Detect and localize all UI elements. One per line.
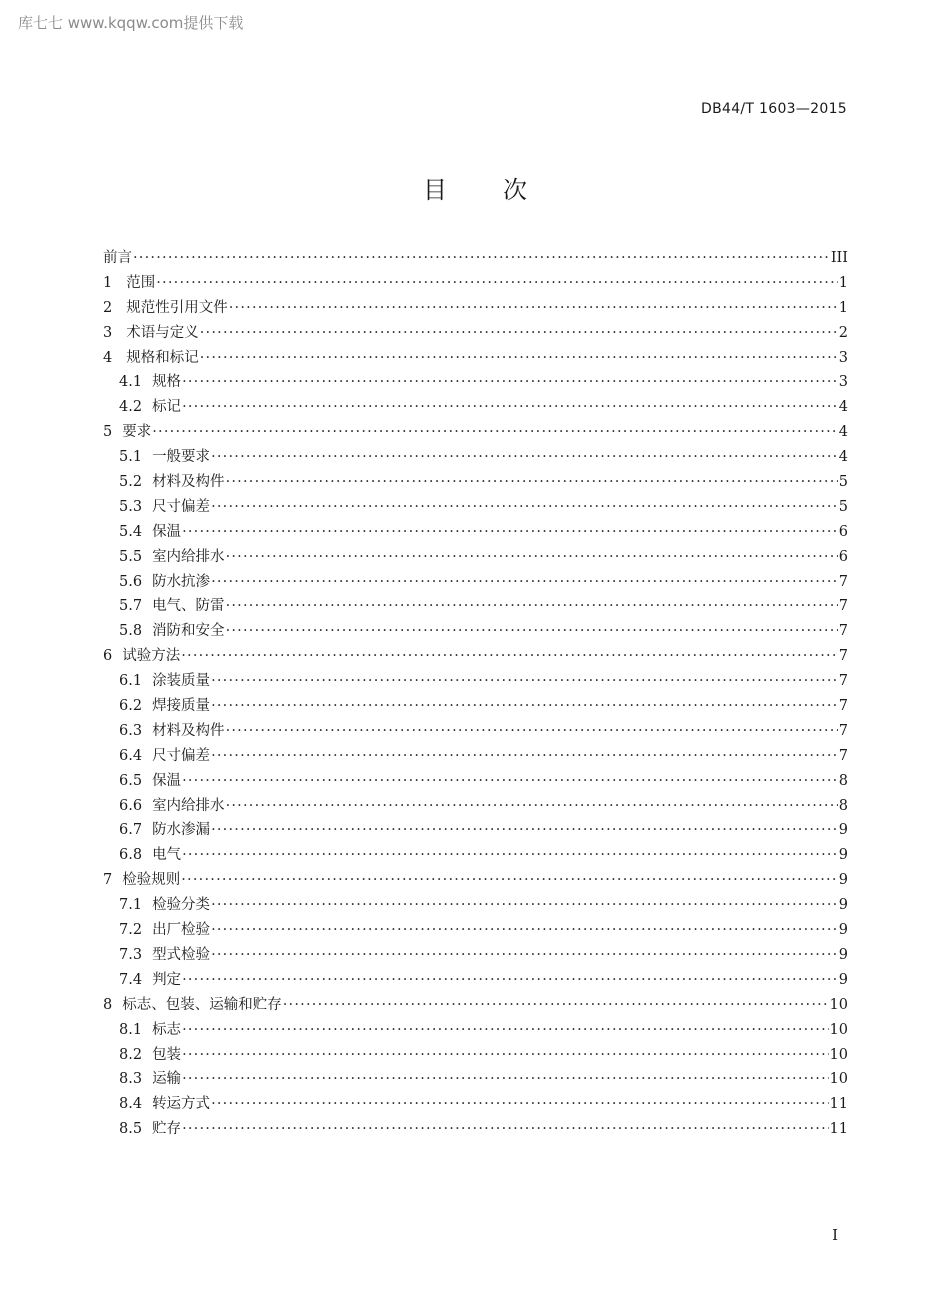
toc-entry-label: 消防和安全 xyxy=(152,623,225,640)
toc-entry-label: 尺寸偏差 xyxy=(152,498,211,515)
toc-entry[interactable] xyxy=(103,1067,848,1092)
toc-entry-number: 5.3 xyxy=(119,498,143,515)
toc-entry-label: 术语与定义 xyxy=(126,324,199,341)
toc-entry-page: 8 xyxy=(838,797,848,814)
toc-entry-label: 防水渗漏 xyxy=(152,822,211,839)
toc-entry-label: 包装 xyxy=(152,1046,182,1063)
toc-entry-page: 4 xyxy=(838,424,848,441)
toc-entry-page: 10 xyxy=(829,1071,848,1088)
toc-entry-number: 1 xyxy=(103,274,113,291)
toc-entry-label: 焊接质量 xyxy=(152,698,211,715)
toc-dot-leader xyxy=(182,1043,828,1068)
toc-dot-leader xyxy=(182,395,838,420)
document-code: DB44/T 1603—2015 xyxy=(701,101,847,117)
toc-entry-page: 1 xyxy=(838,299,848,316)
toc-entry-number: 7.1 xyxy=(119,897,143,914)
toc-entry-number: 6.5 xyxy=(119,772,143,789)
toc-entry-page: 8 xyxy=(838,772,848,789)
toc-dot-leader xyxy=(283,993,829,1018)
toc-entry-number: 8 xyxy=(103,996,113,1013)
toc-entry[interactable] xyxy=(103,868,848,893)
toc-entry[interactable] xyxy=(103,1092,848,1117)
toc-entry-number: 4.2 xyxy=(119,399,143,416)
toc-entry-number: 5.8 xyxy=(119,623,143,640)
toc-entry-page: 10 xyxy=(829,996,848,1013)
toc-entry-label: 转运方式 xyxy=(152,1096,211,1113)
toc-entry-label: 要求 xyxy=(122,424,152,441)
toc-entry-number: 7.4 xyxy=(119,971,143,988)
toc-dot-leader xyxy=(182,520,838,545)
toc-entry-label: 试验方法 xyxy=(122,648,181,665)
toc-entry-number: 8.2 xyxy=(119,1046,143,1063)
toc-entry-page: 7 xyxy=(838,673,848,690)
toc-entry-label: 前言 xyxy=(103,250,132,266)
toc-entry[interactable] xyxy=(103,794,848,819)
toc-dot-leader xyxy=(182,1117,828,1142)
toc-dot-leader xyxy=(226,719,838,744)
toc-dot-leader xyxy=(182,1067,828,1092)
toc-dot-leader xyxy=(181,644,838,669)
toc-entry-number: 5.7 xyxy=(119,598,143,615)
toc-entry-label: 室内给排水 xyxy=(152,548,225,565)
toc-entry-label: 出厂检验 xyxy=(152,922,211,939)
toc-entry[interactable] xyxy=(103,495,848,520)
watermark-text: 库七七 www.kqqw.com提供下载 xyxy=(18,14,244,32)
toc-entry-number: 8.5 xyxy=(119,1121,143,1138)
toc-entry-number: 5.1 xyxy=(119,449,143,466)
toc-entry-number: 5 xyxy=(103,424,113,441)
page-title xyxy=(0,170,950,205)
toc-entry-page: 3 xyxy=(838,349,848,366)
toc-dot-leader xyxy=(211,744,838,769)
toc-entry-label: 材料及构件 xyxy=(152,474,225,491)
toc-dot-leader xyxy=(211,495,838,520)
toc-entry-label: 防水抗渗 xyxy=(152,573,211,590)
toc-entry-label: 运输 xyxy=(152,1071,182,1088)
toc-entry-label: 电气、防雷 xyxy=(152,598,225,615)
toc-entry-number: 4.1 xyxy=(119,374,143,391)
table-of-contents xyxy=(103,246,848,1142)
toc-entry[interactable] xyxy=(103,470,848,495)
toc-dot-leader xyxy=(211,918,838,943)
toc-entry-number: 6.3 xyxy=(119,722,143,739)
toc-entry-number: 5.5 xyxy=(119,548,143,565)
toc-dot-leader xyxy=(211,445,838,470)
toc-entry-number: 7 xyxy=(103,872,113,889)
toc-dot-leader xyxy=(211,669,838,694)
toc-entry[interactable] xyxy=(103,271,848,296)
toc-entry-page: 9 xyxy=(838,946,848,963)
toc-dot-leader xyxy=(226,470,838,495)
toc-entry-number: 6.2 xyxy=(119,698,143,715)
toc-entry-page: 7 xyxy=(838,698,848,715)
toc-entry[interactable] xyxy=(103,1117,848,1142)
toc-entry-number: 6.1 xyxy=(119,673,143,690)
toc-entry-number: 8.4 xyxy=(119,1096,143,1113)
toc-entry-number: 6.8 xyxy=(119,847,143,864)
toc-dot-leader xyxy=(211,570,838,595)
toc-entry-label: 涂装质量 xyxy=(152,673,211,690)
toc-entry-label: 型式检验 xyxy=(152,946,211,963)
toc-dot-leader xyxy=(182,370,838,395)
toc-entry-label: 材料及构件 xyxy=(152,722,225,739)
toc-entry-page: 7 xyxy=(838,648,848,665)
toc-entry-page: 7 xyxy=(838,598,848,615)
toc-entry-label: 标记 xyxy=(152,399,182,416)
toc-entry-page: 10 xyxy=(829,1046,848,1063)
toc-dot-leader xyxy=(211,893,838,918)
toc-entry-label: 标志 xyxy=(152,1021,182,1038)
toc-entry[interactable] xyxy=(103,843,848,868)
toc-entry-label: 范围 xyxy=(126,274,156,291)
toc-entry-page: 7 xyxy=(838,722,848,739)
toc-entry[interactable] xyxy=(103,570,848,595)
toc-entry-page: 5 xyxy=(838,498,848,515)
toc-entry-page: 9 xyxy=(838,897,848,914)
toc-entry-label: 标志、包装、运输和贮存 xyxy=(122,996,282,1013)
toc-entry-number: 4 xyxy=(103,349,113,366)
toc-dot-leader xyxy=(182,843,838,868)
toc-entry-label: 尺寸偏差 xyxy=(152,747,211,764)
page-number: I xyxy=(832,1226,838,1244)
toc-entry-label: 贮存 xyxy=(152,1121,182,1138)
toc-dot-leader xyxy=(200,321,838,346)
toc-dot-leader xyxy=(181,868,838,893)
toc-entry-page: 9 xyxy=(838,872,848,889)
toc-entry-number: 8.1 xyxy=(119,1021,143,1038)
toc-dot-leader xyxy=(211,943,838,968)
toc-entry-page: 7 xyxy=(838,623,848,640)
toc-entry[interactable] xyxy=(103,321,848,346)
toc-dot-leader xyxy=(226,545,838,570)
toc-entry[interactable] xyxy=(103,346,848,371)
toc-entry[interactable] xyxy=(103,545,848,570)
toc-entry-page: 9 xyxy=(838,847,848,864)
toc-entry-page: 5 xyxy=(838,474,848,491)
toc-entry[interactable] xyxy=(103,719,848,744)
toc-entry-label: 保温 xyxy=(152,523,182,540)
toc-entry-number: 6 xyxy=(103,648,113,665)
toc-entry-label: 电气 xyxy=(152,847,182,864)
toc-entry-page: 11 xyxy=(829,1096,848,1113)
toc-entry[interactable] xyxy=(103,893,848,918)
toc-entry[interactable] xyxy=(103,918,848,943)
toc-entry-page: 9 xyxy=(838,971,848,988)
toc-entry[interactable] xyxy=(103,594,848,619)
toc-entry-label: 检验规则 xyxy=(122,872,181,889)
toc-dot-leader xyxy=(226,619,838,644)
toc-entry-number: 5.4 xyxy=(119,523,143,540)
toc-entry[interactable] xyxy=(103,445,848,470)
toc-entry-label: 室内给排水 xyxy=(152,797,225,814)
toc-entry-label: 一般要求 xyxy=(152,449,211,466)
toc-entry[interactable] xyxy=(103,246,848,271)
toc-entry[interactable] xyxy=(103,370,848,395)
toc-entry-page: 3 xyxy=(838,374,848,391)
toc-entry[interactable] xyxy=(103,769,848,794)
toc-entry[interactable] xyxy=(103,395,848,420)
toc-entry[interactable] xyxy=(103,943,848,968)
title-char-left: 目 xyxy=(423,176,447,204)
toc-entry[interactable] xyxy=(103,818,848,843)
toc-entry[interactable] xyxy=(103,644,848,669)
toc-entry-page: 11 xyxy=(829,1121,848,1138)
toc-entry-page: III xyxy=(830,250,848,266)
toc-entry[interactable] xyxy=(103,619,848,644)
toc-entry-page: 4 xyxy=(838,449,848,466)
toc-dot-leader xyxy=(133,246,830,271)
toc-dot-leader xyxy=(200,346,838,371)
toc-entry-page: 9 xyxy=(838,922,848,939)
toc-entry[interactable] xyxy=(103,694,848,719)
toc-entry-page: 7 xyxy=(838,747,848,764)
toc-entry[interactable] xyxy=(103,296,848,321)
toc-entry-number: 6.7 xyxy=(119,822,143,839)
toc-entry-number: 3 xyxy=(103,324,113,341)
toc-entry-page: 9 xyxy=(838,822,848,839)
toc-entry-page: 1 xyxy=(838,274,848,291)
toc-entry[interactable] xyxy=(103,520,848,545)
toc-dot-leader xyxy=(211,818,838,843)
toc-dot-leader xyxy=(211,1092,828,1117)
title-char-right: 次 xyxy=(503,176,527,204)
toc-entry-page: 6 xyxy=(838,548,848,565)
toc-entry-number: 8.3 xyxy=(119,1071,143,1088)
toc-entry[interactable] xyxy=(103,1018,848,1043)
toc-entry[interactable] xyxy=(103,669,848,694)
toc-dot-leader xyxy=(211,694,838,719)
toc-dot-leader xyxy=(182,769,838,794)
toc-entry-number: 2 xyxy=(103,299,113,316)
toc-entry[interactable] xyxy=(103,993,848,1018)
toc-entry[interactable] xyxy=(103,1043,848,1068)
toc-dot-leader xyxy=(229,296,838,321)
toc-entry-number: 7.3 xyxy=(119,946,143,963)
toc-dot-leader xyxy=(226,794,838,819)
toc-entry[interactable] xyxy=(103,744,848,769)
toc-dot-leader xyxy=(182,968,838,993)
toc-entry-label: 判定 xyxy=(152,971,182,988)
toc-entry-number: 5.2 xyxy=(119,474,143,491)
toc-entry-page: 4 xyxy=(838,399,848,416)
toc-entry-number: 6.4 xyxy=(119,747,143,764)
toc-entry-page: 10 xyxy=(829,1021,848,1038)
toc-entry-number: 6.6 xyxy=(119,797,143,814)
toc-entry-label: 规范性引用文件 xyxy=(126,299,228,316)
toc-entry-number: 5.6 xyxy=(119,573,143,590)
toc-entry[interactable] xyxy=(103,968,848,993)
toc-entry-label: 保温 xyxy=(152,772,182,789)
toc-entry-page: 2 xyxy=(838,324,848,341)
toc-entry-label: 规格和标记 xyxy=(126,349,199,366)
toc-entry-page: 7 xyxy=(838,573,848,590)
toc-dot-leader xyxy=(226,594,838,619)
toc-entry-number: 7.2 xyxy=(119,922,143,939)
toc-dot-leader xyxy=(152,420,838,445)
toc-dot-leader xyxy=(156,271,838,296)
toc-entry-page: 6 xyxy=(838,523,848,540)
toc-entry-label: 检验分类 xyxy=(152,897,211,914)
toc-entry-label: 规格 xyxy=(152,374,182,391)
toc-dot-leader xyxy=(182,1018,828,1043)
toc-entry[interactable] xyxy=(103,420,848,445)
